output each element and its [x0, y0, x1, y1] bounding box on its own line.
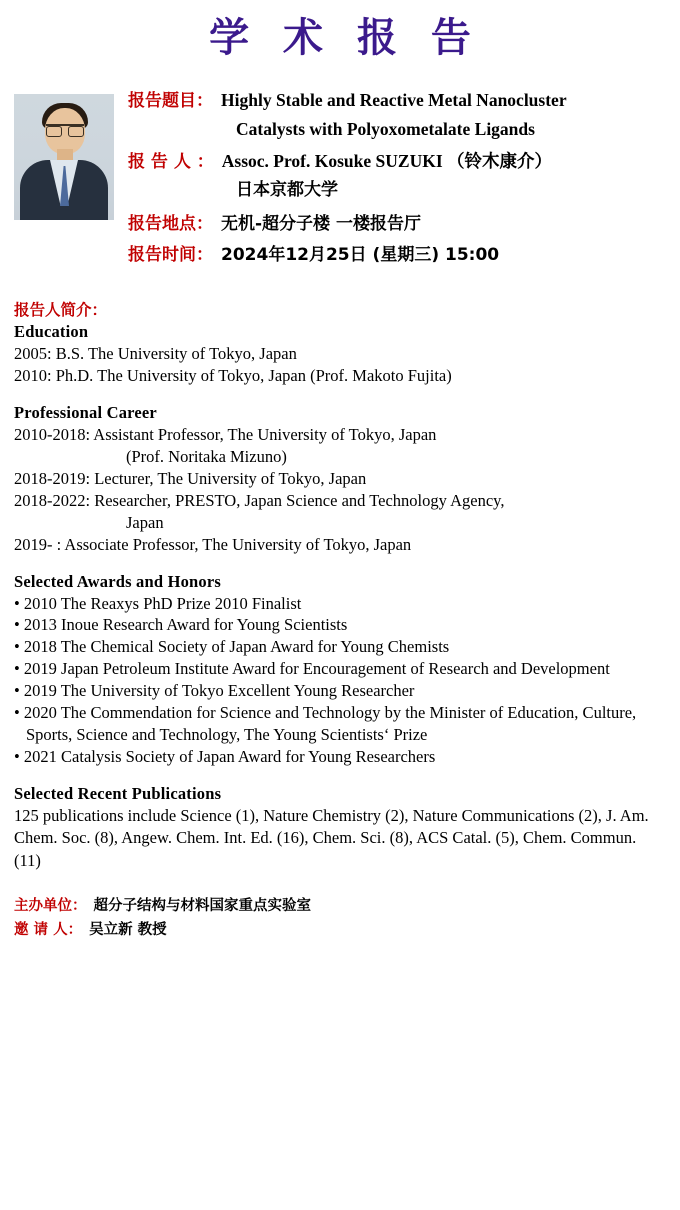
- datetime-label: 报告时间：: [128, 245, 213, 266]
- bio-heading: 报告人简介：: [14, 301, 108, 320]
- datetime-row: [128, 240, 666, 268]
- portrait-glasses: [46, 124, 84, 136]
- speaker-portrait-photo: [14, 94, 114, 220]
- datetime-value: 2024年12月25日 (星期三) 15:00: [221, 245, 500, 266]
- career-line: 2019- : Associate Professor, The University of Tokyo, Japan: [14, 534, 412, 554]
- venue-value: 无机-超分子楼 一楼报告厅: [221, 213, 421, 234]
- talk-title-value: Highly Stable and Reactive Metal Nanocluster: [221, 90, 567, 110]
- section-education: [14, 322, 666, 387]
- talk-title-value-line2: Catalysts with Polyoxometalate Ligands: [236, 119, 535, 140]
- footer-block: [14, 894, 666, 939]
- speaker-affiliation-row: [128, 178, 666, 203]
- host-row: [14, 894, 666, 915]
- speaker-affiliation: 日本京都大学: [236, 180, 338, 201]
- talk-info: [128, 78, 666, 272]
- speaker-value: Assoc. Prof. Kosuke SUZUKI （铃木康介）: [221, 150, 553, 171]
- speaker-row: [128, 147, 666, 174]
- section-publications-head: Selected Recent Publications: [14, 784, 222, 804]
- career-line: 2018-2022: Researcher, PRESTO, Japan Science and Technology Agency,: [14, 490, 505, 510]
- career-line: 2018-2019: Lecturer, The University of Tokyo, Japan: [14, 468, 367, 488]
- award-item: • 2010 The Reaxys PhD Prize 2010 Finalist: [14, 593, 302, 613]
- section-awards-head: Selected Awards and Honors: [14, 571, 222, 591]
- header-block: [14, 78, 666, 272]
- career-line: (Prof. Noritaka Mizuno): [126, 446, 287, 466]
- host-label: 主办单位：: [14, 898, 87, 915]
- award-item: • 2019 The University of Tokyo Excellent Young Researcher: [14, 681, 415, 701]
- venue-row: [128, 209, 666, 237]
- inviter-label: 邀 请 人：: [14, 922, 83, 939]
- award-item: • 2018 The Chemical Society of Japan Award for Young Chemists: [14, 637, 450, 657]
- talk-title-row: [128, 86, 666, 113]
- talk-title-row-2: [128, 117, 666, 142]
- host-value: 超分子结构与材料国家重点实验室: [93, 898, 311, 915]
- education-line: 2005: B.S. The University of Tokyo, Japan: [14, 344, 297, 364]
- section-career: [14, 403, 666, 556]
- award-item: • 2021 Catalysis Society of Japan Award for Young Researchers: [14, 747, 436, 767]
- section-education-head: Education: [14, 322, 89, 342]
- inviter-row: [14, 918, 666, 939]
- award-item: • 2019 Japan Petroleum Institute Award for Encouragement of Research and Development: [14, 659, 610, 679]
- inviter-value: 吴立新 教授: [89, 922, 167, 939]
- award-item: • 2020 The Commendation for Science and Technology by the Minister of Education, Culture, Sports, Science and Technology, The Young Scientists‘ Prize: [14, 703, 641, 745]
- speaker-label: 报 告 人 ：: [128, 151, 214, 172]
- page-title: 学 术 报 告: [209, 14, 481, 61]
- award-item: • 2013 Inoue Research Award for Young Scientists: [14, 615, 348, 635]
- publications-summary: 125 publications include Science (1), Nature Chemistry (2), Nature Communications (2), J. Am. Chem. Soc. (8), Angew. Chem. Int. Ed. (16), Chem. Sci. (8), ACS Catal. (5), Chem. Commun. (11): [14, 806, 653, 870]
- talk-title-label: 报告题目：: [128, 91, 213, 111]
- venue-label: 报告地点：: [128, 213, 213, 234]
- education-line: 2010: Ph.D. The University of Tokyo, Japan (Prof. Makoto Fujita): [14, 365, 452, 385]
- career-line: 2010-2018: Assistant Professor, The University of Tokyo, Japan: [14, 424, 437, 444]
- section-career-head: Professional Career: [14, 402, 157, 422]
- career-line: Japan: [126, 512, 164, 532]
- section-awards: [14, 572, 666, 769]
- section-publications: [14, 784, 666, 872]
